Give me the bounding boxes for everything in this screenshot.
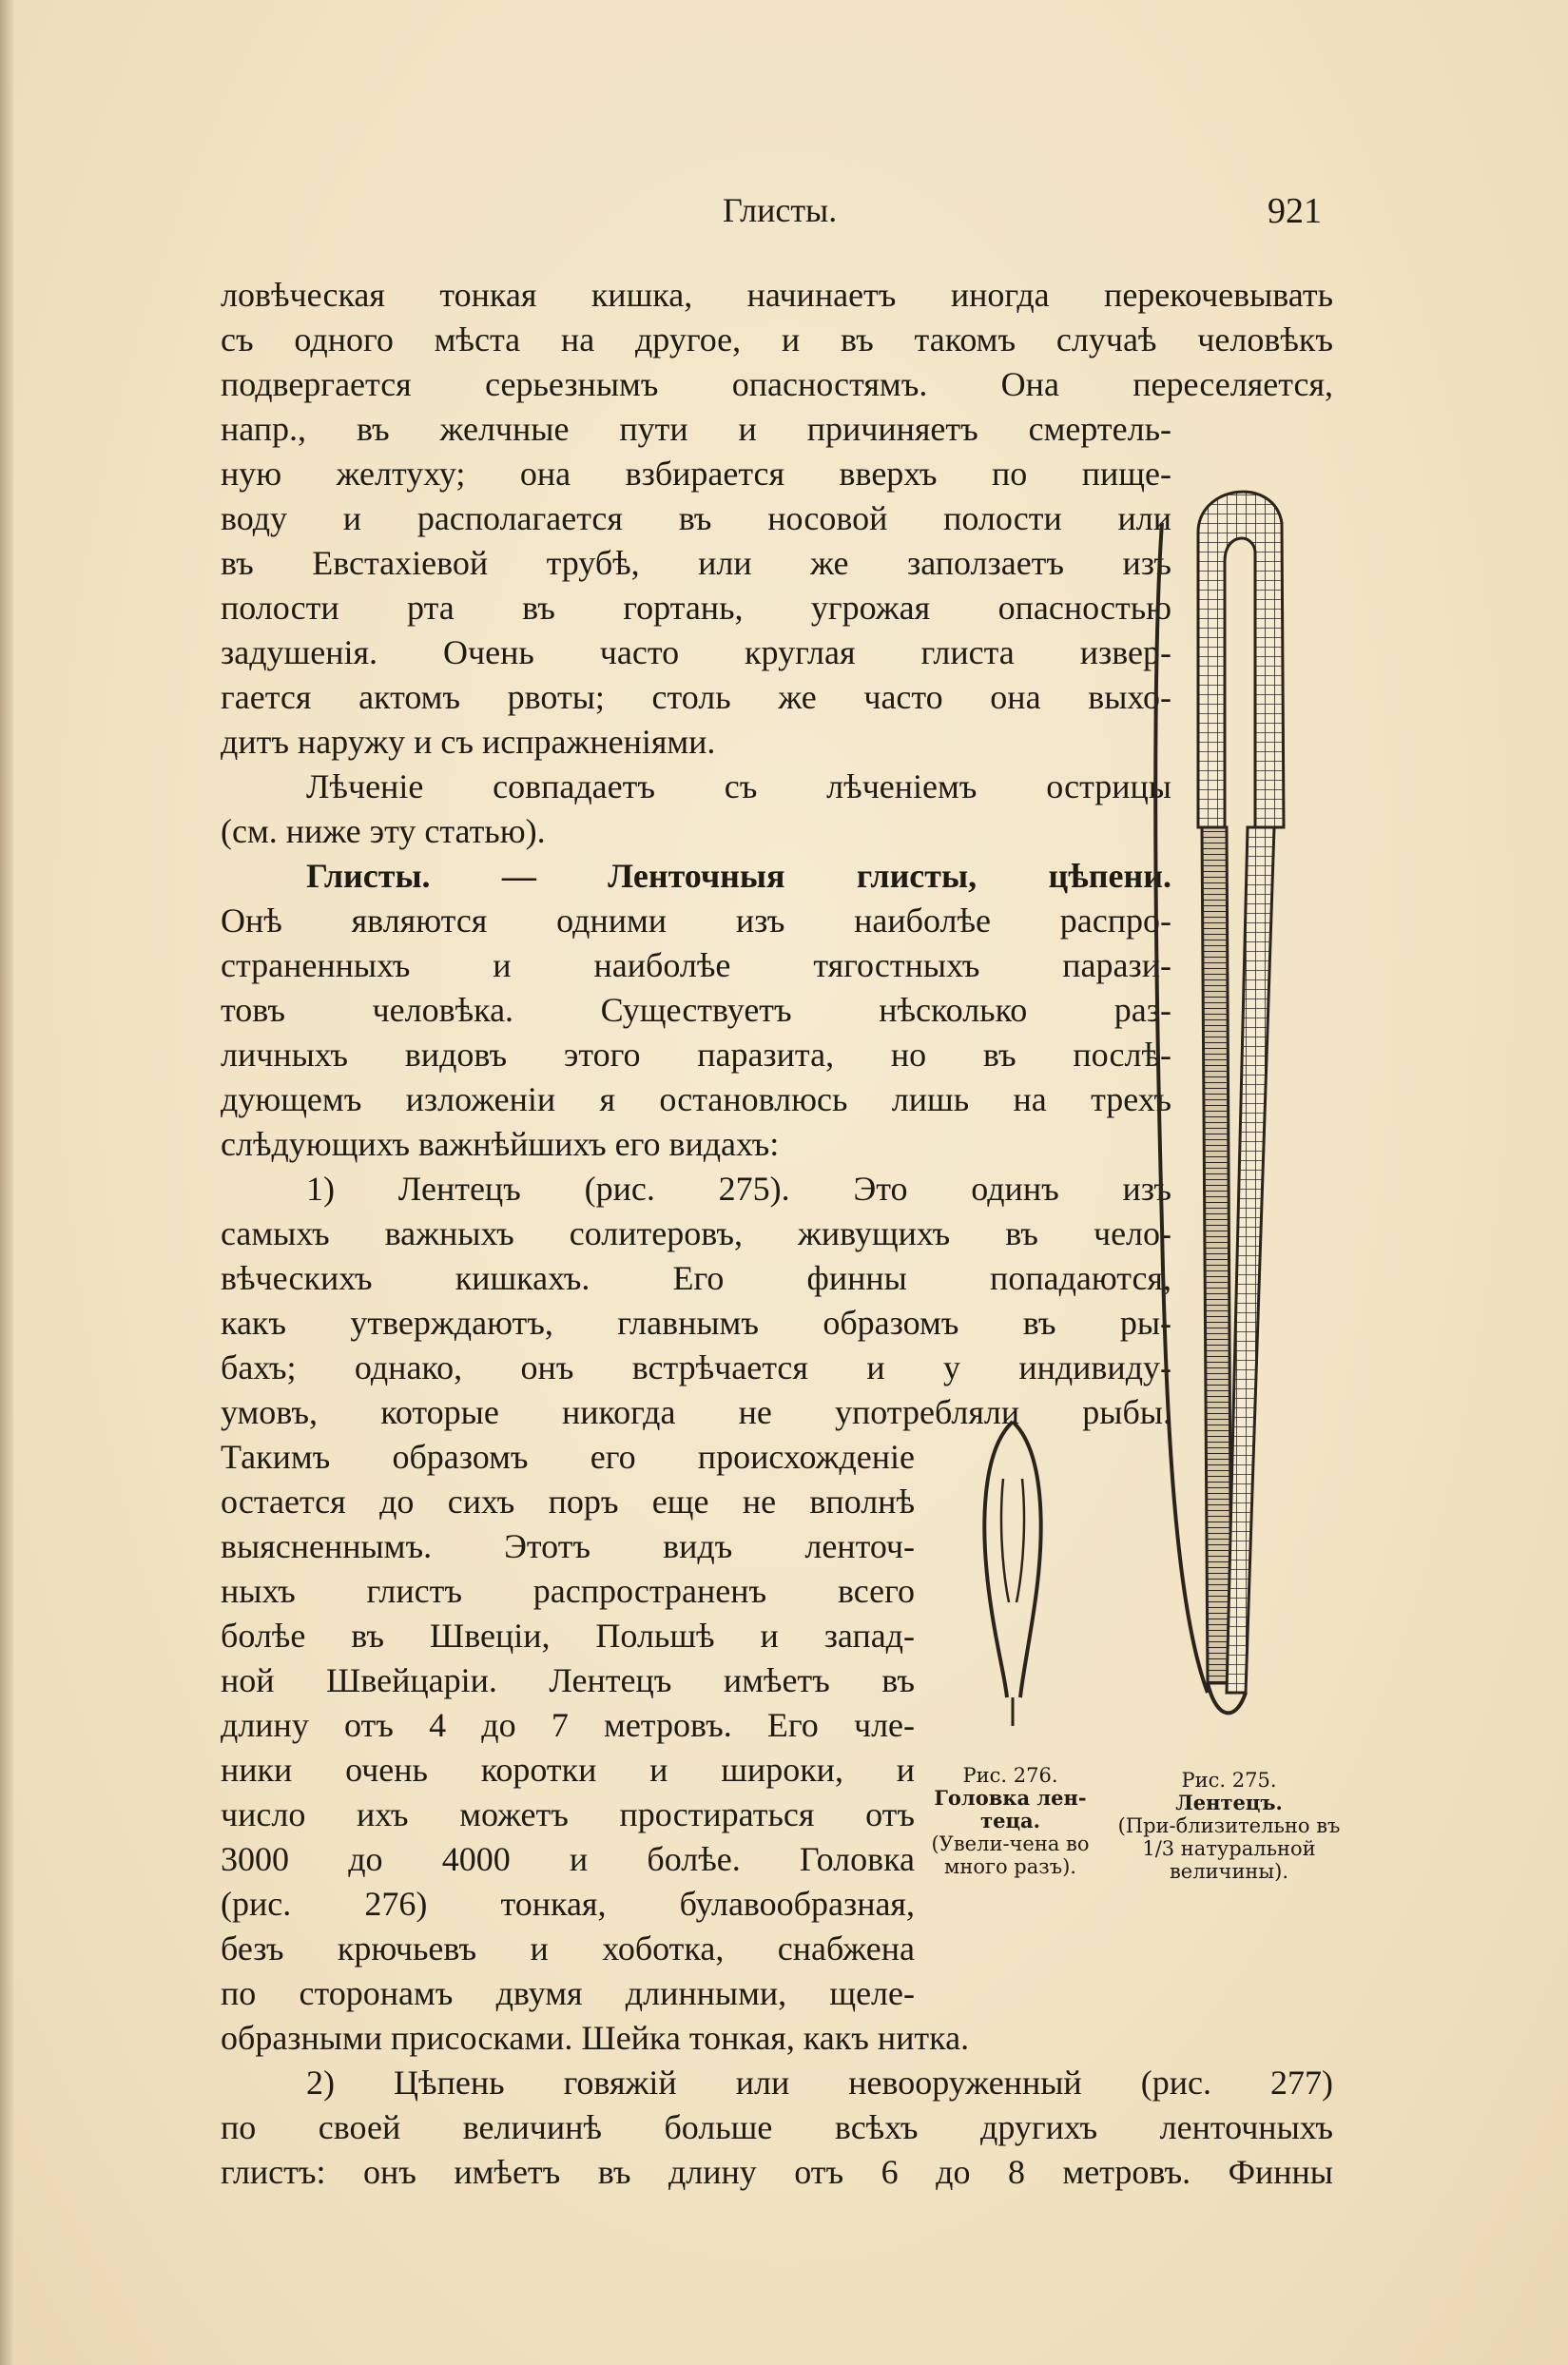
text-line: (рис. 276) тонкая, булавообразная,: [221, 1885, 915, 1923]
text-line: болѣе въ Швеціи, Польшѣ и запад-: [221, 1617, 915, 1655]
text-line: 1) Лентецъ (рис. 275). Это одинъ изъ: [306, 1170, 1171, 1208]
header-title: Глисты.: [723, 191, 838, 229]
figure-275-number: Рис. 275.: [1181, 1769, 1277, 1792]
text-line: длину отъ 4 до 7 метровъ. Его чле-: [221, 1706, 915, 1744]
text-line: бахъ; однако, онъ встрѣчается и у индивиду-: [221, 1348, 1171, 1386]
text-line: напр., въ желчные пути и причиняетъ смертель-: [221, 410, 1171, 448]
text-line: ной Швейцаріи. Лентецъ имѣетъ въ: [221, 1661, 915, 1699]
text-line: образными присосками. Шейка тонкая, какъ нитка.: [221, 2019, 970, 2057]
text-line: по сторонамъ двумя длинными, щеле-: [221, 1974, 915, 2012]
text-line: ныхъ глистъ распространенъ всего: [221, 1572, 915, 1610]
text-line: вѣческихъ кишкахъ. Его финны попадаются,: [221, 1259, 1171, 1297]
figure-276-number: Рис. 276.: [962, 1764, 1058, 1787]
figure-275-tapeworm: [1141, 466, 1312, 1750]
text-line: товъ человѣка. Существуетъ нѣсколько раз-: [221, 991, 1171, 1029]
page-number: 921: [1268, 191, 1322, 231]
text-line: 3000 до 4000 и болѣе. Головка: [221, 1840, 915, 1878]
text-line: воду и располагается въ носовой полости или: [221, 499, 1171, 537]
text-line: дующемъ изложеніи я остановлюсь лишь на трехъ: [221, 1080, 1171, 1118]
figure-276-note: (Увели-чена во много разъ).: [931, 1832, 1090, 1878]
running-header: [0, 190, 1568, 238]
text-line: самыхъ важныхъ солитеровъ, живущихъ въ чело-: [221, 1214, 1171, 1252]
text-line: безъ крючьевъ и хоботка, снабжена: [221, 1929, 915, 1968]
text-line: съ одного мѣста на другое, и въ такомъ случаѣ человѣкъ: [221, 320, 1333, 359]
text-line: личныхъ видовъ этого паразита, но въ послѣ-: [221, 1036, 1171, 1074]
text-line: полости рта въ гортань, угрожая опасностью: [221, 589, 1171, 627]
page-edge: [0, 0, 13, 2365]
figure-276-head: [975, 1412, 1051, 1735]
figure-275-note: (При-близительно въ 1/3 натуральной величины).: [1117, 1814, 1341, 1883]
text-line: по своей величинѣ больше всѣхъ другихъ ленточныхъ: [221, 2108, 1333, 2146]
text-line: дитъ наружу и съ испражненіями.: [221, 723, 716, 761]
figure-275-title: Лентецъ.: [1175, 1791, 1283, 1814]
text-line: какъ утверждаютъ, главнымъ образомъ въ ры-: [221, 1304, 1171, 1342]
text-line: 2) Цѣпень говяжій или невооруженный (рис. 277): [306, 2064, 1333, 2102]
text-line: (см. ниже эту статью).: [221, 812, 546, 850]
text-line: подвергается серьезнымъ опасностямъ. Она переселяется,: [221, 365, 1333, 403]
text-line: умовъ, которые никогда не употребляли рыбы.: [221, 1393, 1171, 1431]
text-line: ловѣческая тонкая кишка, начинаетъ иногда перекочевывать: [221, 276, 1333, 314]
text-line: ники очень коротки и широки, и: [221, 1751, 915, 1789]
text-line: остается до сихъ поръ еще не вполнѣ: [221, 1483, 915, 1521]
figure-276-title: Головка лен-теца.: [934, 1786, 1087, 1832]
text-line: въ Евстахіевой трубѣ, или же заползаетъ изъ: [221, 544, 1171, 582]
figure-275-caption: [1117, 1769, 1341, 1883]
text-line: слѣдующихъ важнѣйшихъ его видахъ:: [221, 1125, 780, 1163]
text-line: ную желтуху; она взбирается вверхъ по пище-: [221, 455, 1171, 493]
text-line: гается актомъ рвоты; столь же часто она выхо-: [221, 678, 1171, 716]
text-line: Онѣ являются одними изъ наиболѣе распро-: [221, 901, 1171, 940]
text-line: число ихъ можетъ простираться отъ: [221, 1795, 915, 1833]
text-line: Лѣченіе совпадаетъ съ лѣченіемъ острицы: [306, 767, 1171, 805]
text-line: выясненнымъ. Этотъ видъ ленточ-: [221, 1527, 915, 1565]
text-line: глистъ: онъ имѣетъ въ длину отъ 6 до 8 метровъ. Финны: [221, 2153, 1333, 2191]
text-line: Такимъ образомъ его происхожденіе: [221, 1438, 915, 1476]
figure-276-caption: [927, 1764, 1094, 1878]
text-line: страненныхъ и наиболѣе тягостныхъ парази-: [221, 946, 1171, 984]
section-heading: Глисты. — Ленточныя глисты, цѣпени.: [306, 857, 1171, 895]
text-line: задушенія. Очень часто круглая глиста извер-: [221, 633, 1171, 671]
